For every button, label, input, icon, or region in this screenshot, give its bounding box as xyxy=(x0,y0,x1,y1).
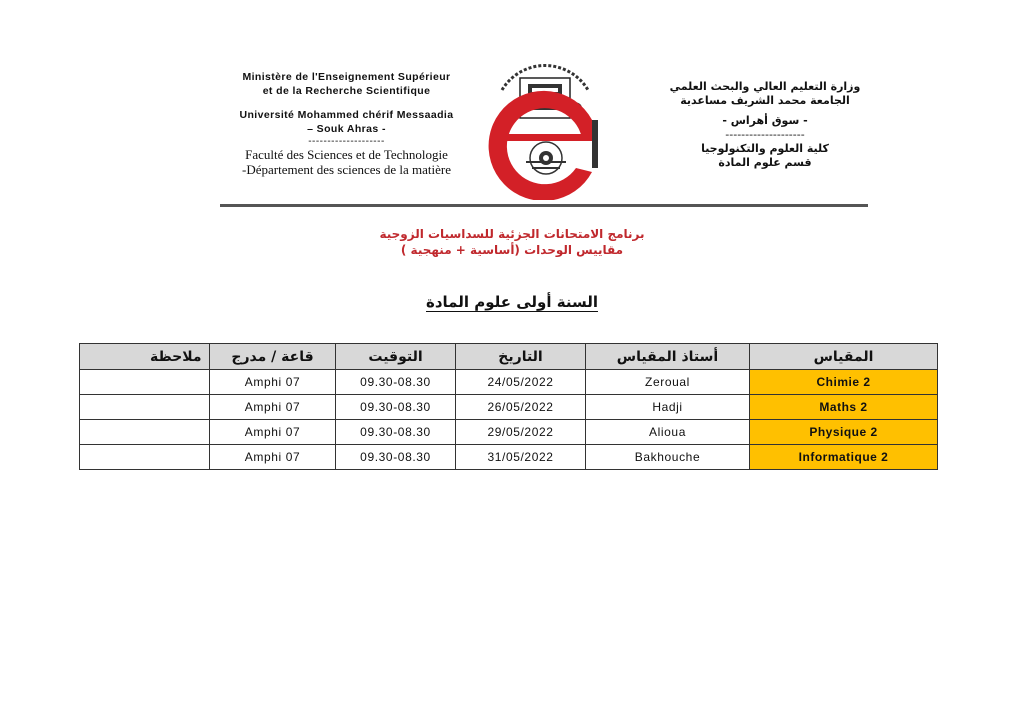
header-divider xyxy=(220,204,868,207)
header-module: المقياس xyxy=(750,344,938,370)
french-header xyxy=(224,70,469,177)
level-title-text: السنة أولى علوم المادة xyxy=(426,293,598,311)
cell-time: 09.30-08.30 xyxy=(336,370,456,395)
cell-date: 31/05/2022 xyxy=(456,445,586,470)
table-row xyxy=(80,420,938,445)
cell-module: Physique 2 xyxy=(750,420,938,445)
table-row xyxy=(80,395,938,420)
cell-room: Amphi 07 xyxy=(210,420,336,445)
exam-program-title xyxy=(300,226,724,258)
cell-time: 09.30-08.30 xyxy=(336,420,456,445)
level-title xyxy=(300,292,724,311)
fr-separator: -------------------- xyxy=(308,136,385,147)
exam-schedule-table xyxy=(79,343,938,470)
ministry-fr-line1: Ministère de l'Enseignement Supérieur xyxy=(242,71,451,83)
university-fr-city: – Souk Ahras - xyxy=(307,123,386,135)
cell-teacher: Bakhouche xyxy=(586,445,750,470)
cell-note xyxy=(80,420,210,445)
cell-module: Maths 2 xyxy=(750,395,938,420)
table-header-row xyxy=(80,344,938,370)
university-ar-city: - سوق أهراس - xyxy=(722,114,808,127)
cell-teacher: Hadji xyxy=(586,395,750,420)
header-room: قاعة / مدرج xyxy=(210,344,336,370)
arabic-header xyxy=(640,80,890,170)
table-row xyxy=(80,445,938,470)
ministry-fr-line2: et de la Recherche Scientifique xyxy=(262,85,431,97)
university-fr-name: Université Mohammed chérif Messaadia xyxy=(239,109,454,121)
cell-room: Amphi 07 xyxy=(210,370,336,395)
cell-note xyxy=(80,445,210,470)
faculty-ar: كلية العلوم والتكنولوجيا xyxy=(701,142,829,155)
cell-note xyxy=(80,395,210,420)
exam-program-title-line2: مقاييس الوحدات (أساسية + منهجية ) xyxy=(400,243,624,257)
cell-room: Amphi 07 xyxy=(210,395,336,420)
university-ar-name: الجامعة محمد الشريف مساعدية xyxy=(680,94,850,107)
cell-teacher: Alioua xyxy=(586,420,750,445)
cell-module: Chimie 2 xyxy=(750,370,938,395)
table-row xyxy=(80,370,938,395)
ar-separator: -------------------- xyxy=(725,128,805,141)
header-date: التاريخ xyxy=(456,344,586,370)
cell-time: 09.30-08.30 xyxy=(336,445,456,470)
cell-teacher: Zeroual xyxy=(586,370,750,395)
university-logo xyxy=(480,50,610,200)
header-time: التوقيت xyxy=(336,344,456,370)
cell-module: Informatique 2 xyxy=(750,445,938,470)
header-teacher: أستاذ المقياس xyxy=(586,344,750,370)
cell-date: 29/05/2022 xyxy=(456,420,586,445)
cell-room: Amphi 07 xyxy=(210,445,336,470)
faculty-fr: Faculté des Sciences et de Technologie xyxy=(245,147,448,162)
cell-time: 09.30-08.30 xyxy=(336,395,456,420)
exam-program-title-line1: برنامج الامتحانات الجزئية للسداسيات الزوجية xyxy=(379,227,645,241)
cell-date: 26/05/2022 xyxy=(456,395,586,420)
ministry-ar: وزارة التعليم العالي والبحث العلمي xyxy=(669,80,861,93)
department-fr: -Département des sciences de la matière xyxy=(242,162,451,177)
cell-date: 24/05/2022 xyxy=(456,370,586,395)
header-note: ملاحظة xyxy=(80,344,210,370)
department-ar: قسم علوم المادة xyxy=(718,156,812,169)
cell-note xyxy=(80,370,210,395)
